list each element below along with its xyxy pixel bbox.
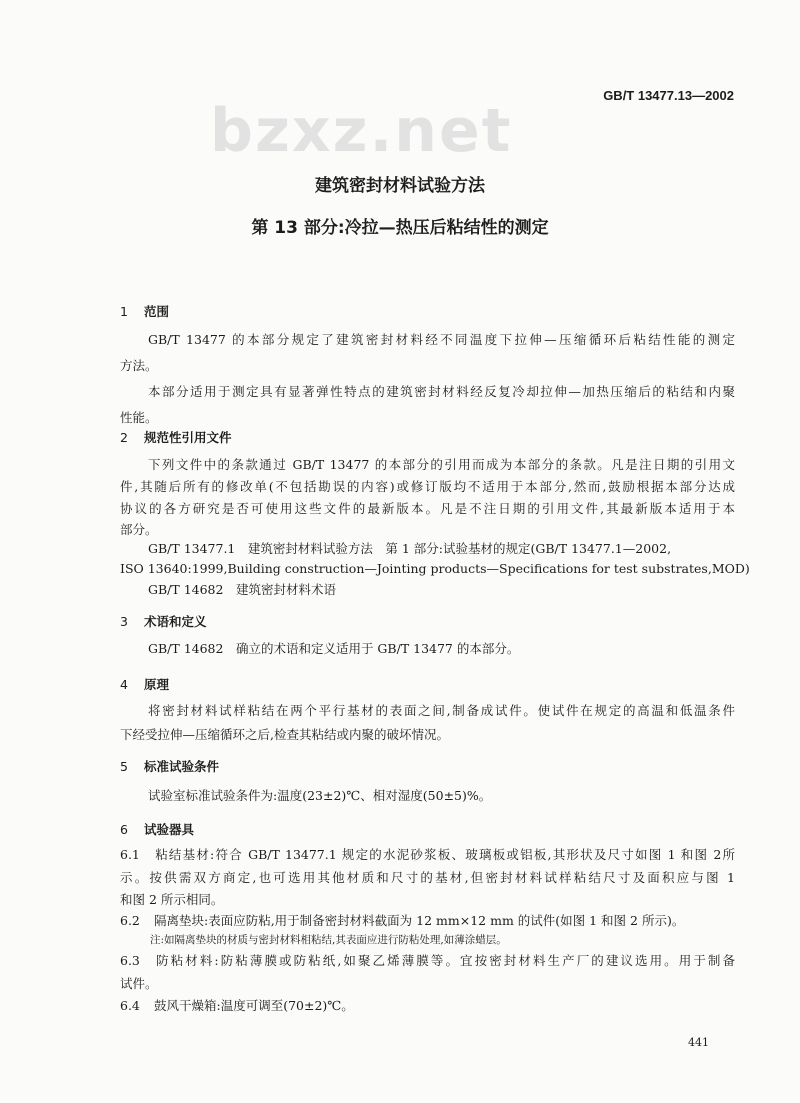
paragraph-line: 件,其随后所有的修改单(不包括勘误的内容)或修订版均不适用于本部分,然而,鼓励根据本部分达成 [120,479,735,494]
paragraph-line: 试件。 [120,976,158,991]
paragraph-line: 下经受拉伸—压缩循环之后,检查其粘结或内聚的破坏情况。 [120,727,449,742]
note: 注:如隔离垫块的材质与密封材料相粘结,其表面应进行防粘处理,如薄涂蜡层。 [150,934,507,946]
paragraph-line: 和图 2 所示相同。 [120,892,224,907]
paragraph-line: 本部分适用于测定具有显著弹性特点的建筑密封材料经反复冷却拉伸—加热压缩后的粘结和内聚 [148,384,735,399]
section-heading-5: 5 标准试验条件 [120,759,220,774]
paragraph-line: 示。按供需双方商定,也可选用其他材质和尺寸的基材,但密封材料试样粘结尺寸及面积应与图 1 [120,870,735,885]
section-heading-3: 3 术语和定义 [120,614,207,629]
section-heading-6: 6 试验器具 [120,822,195,837]
section-heading-4: 4 原理 [120,677,170,692]
paragraph-line: 部分。 [120,522,158,537]
section-heading-1: 1 范围 [120,304,170,319]
reference-line: GB/T 14682 建筑密封材料术语 [148,582,336,597]
page-number: 441 [688,1036,709,1049]
clause-6-3: 6.3 防粘材料:防粘薄膜或防粘纸,如聚乙烯薄膜等。宜按密封材料生产厂的建议选用。用于制备 [120,953,735,968]
clause-6-1: 6.1 粘结基材:符合 GB/T 13477.1 规定的水泥砂浆板、玻璃板或铝板,其形状及尺寸如图 1 和图 2所 [120,847,735,862]
document-subtitle: 第 13 部分:冷拉—热压后粘结性的测定 [251,218,549,238]
reference-line: GB/T 13477.1 建筑密封材料试验方法 第 1 部分:试验基材的规定(GB/T 13477.1—2002, [148,541,672,556]
paragraph-line: 将密封材料试样粘结在两个平行基材的表面之间,制备成试件。使试件在规定的高温和低温条件 [148,703,735,718]
paragraph-line: GB/T 13477 的本部分规定了建筑密封材料经不同温度下拉伸—压缩循环后粘结性能的测定 [148,332,735,347]
clause-6-2: 6.2 隔离垫块:表面应防粘,用于制备密封材料截面为 12 mm×12 mm 的试件(如图 1 和图 2 所示)。 [120,913,685,928]
paragraph-line: GB/T 14682 确立的术语和定义适用于 GB/T 13477 的本部分。 [148,641,520,656]
paragraph-line: 协议的各方研究是否可使用这些文件的最新版本。凡是不注日期的引用文件,其最新版本适用于本 [120,501,735,516]
paragraph-line: 下列文件中的条款通过 GB/T 13477 的本部分的引用而成为本部分的条款。凡是注日期的引用文 [148,457,735,472]
clause-6-4: 6.4 鼓风干燥箱:温度可调至(70±2)℃。 [120,998,354,1013]
standard-number-header: GB/T 13477.13—2002 [603,88,734,103]
paragraph-line: 试验室标准试验条件为:温度(23±2)℃、相对湿度(50±5)%。 [148,788,492,803]
reference-line: ISO 13640:1999,Building construction—Jointing products—Specifications for test substrates,MOD) [120,561,750,576]
paragraph-line: 方法。 [120,358,158,373]
document-title: 建筑密封材料试验方法 [315,176,485,196]
section-heading-2: 2 规范性引用文件 [120,430,232,445]
watermark: bzxz.net [210,96,513,166]
paragraph-line: 性能。 [120,410,158,425]
